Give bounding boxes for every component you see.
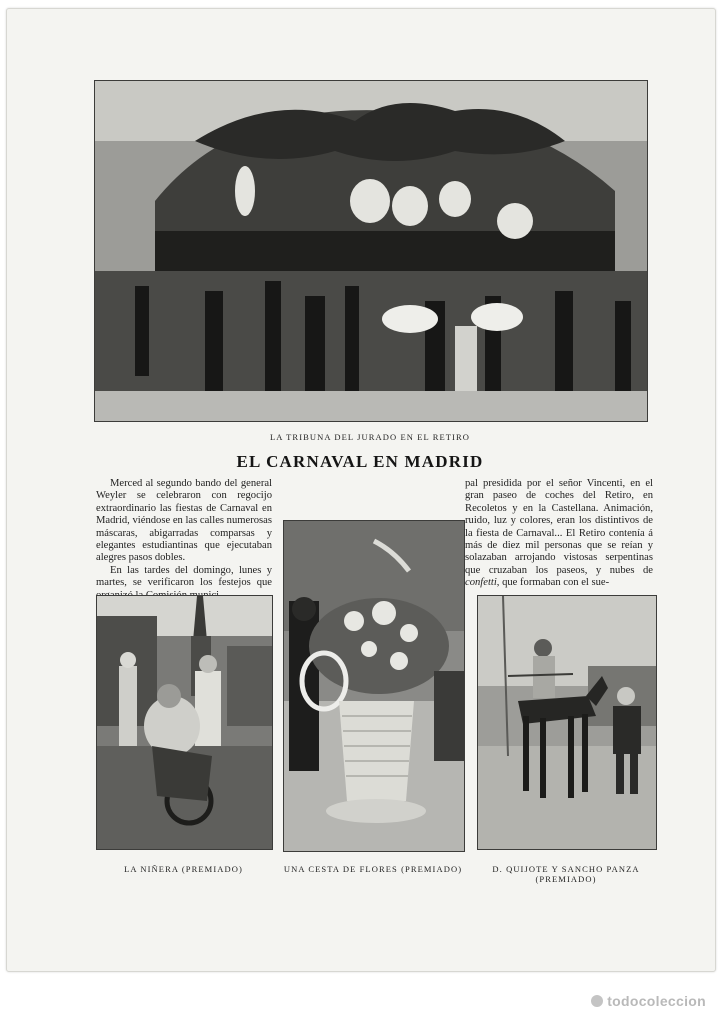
article-title: EL CARNAVAL EN MADRID <box>236 452 484 471</box>
column-2-text-a: pal presidida por el señor Vincenti, en el gran paseo de coches del Retiro, en Recoletos y en la Castellana. Animación, ruido, luz y colores, eran los distintivos de la fiesta de Carnaval... El Retiro contenía á más de diez mil personas que se reían y solazaban arrojando vistosas serpentinas que cruzaban los paseos, y nubes de <box>465 478 653 576</box>
column-1-paragraph-2: En las tardes del domingo, lunes y martes, se verificaron los festejos que <box>96 564 272 589</box>
jury-tribune-caption: LA TRIBUNA DEL JURADO EN EL RETIRO <box>270 432 470 442</box>
nanny-caption: LA NIÑERA (PREMIADO) <box>124 864 243 874</box>
watermark-logo-icon <box>591 995 603 1007</box>
nanny-photo <box>96 595 273 850</box>
flower-basket-caption: UNA CESTA DE FLORES (PREMIADO) <box>283 864 463 874</box>
quixote-sancho-photo <box>477 595 657 850</box>
watermark-text: todocoleccion <box>607 993 706 1009</box>
quixote-sancho-caption: D. QUIJOTE Y SANCHO PANZA (PREMIADO) <box>492 864 640 884</box>
article-column-1 <box>96 478 272 602</box>
jury-tribune-photo <box>94 80 648 422</box>
watermark <box>591 993 706 1009</box>
article-column-2 <box>465 478 653 590</box>
confetti-word: confetti <box>465 577 497 589</box>
flower-basket-photo <box>283 520 465 852</box>
column-1-paragraph-1: Merced al segundo bando del general Weyler se celebraron con regocijo extraordinario las fiestas de Carnaval en Madrid, viéndose en las calles numerosas máscaras, abigarradas comparsas y elegantes estudiantinas que ejecutaban alegres pasos dobles. <box>96 478 272 564</box>
column-2-paragraph <box>465 478 653 590</box>
column-2-text-b: , que formaban con el sue- <box>496 577 610 589</box>
